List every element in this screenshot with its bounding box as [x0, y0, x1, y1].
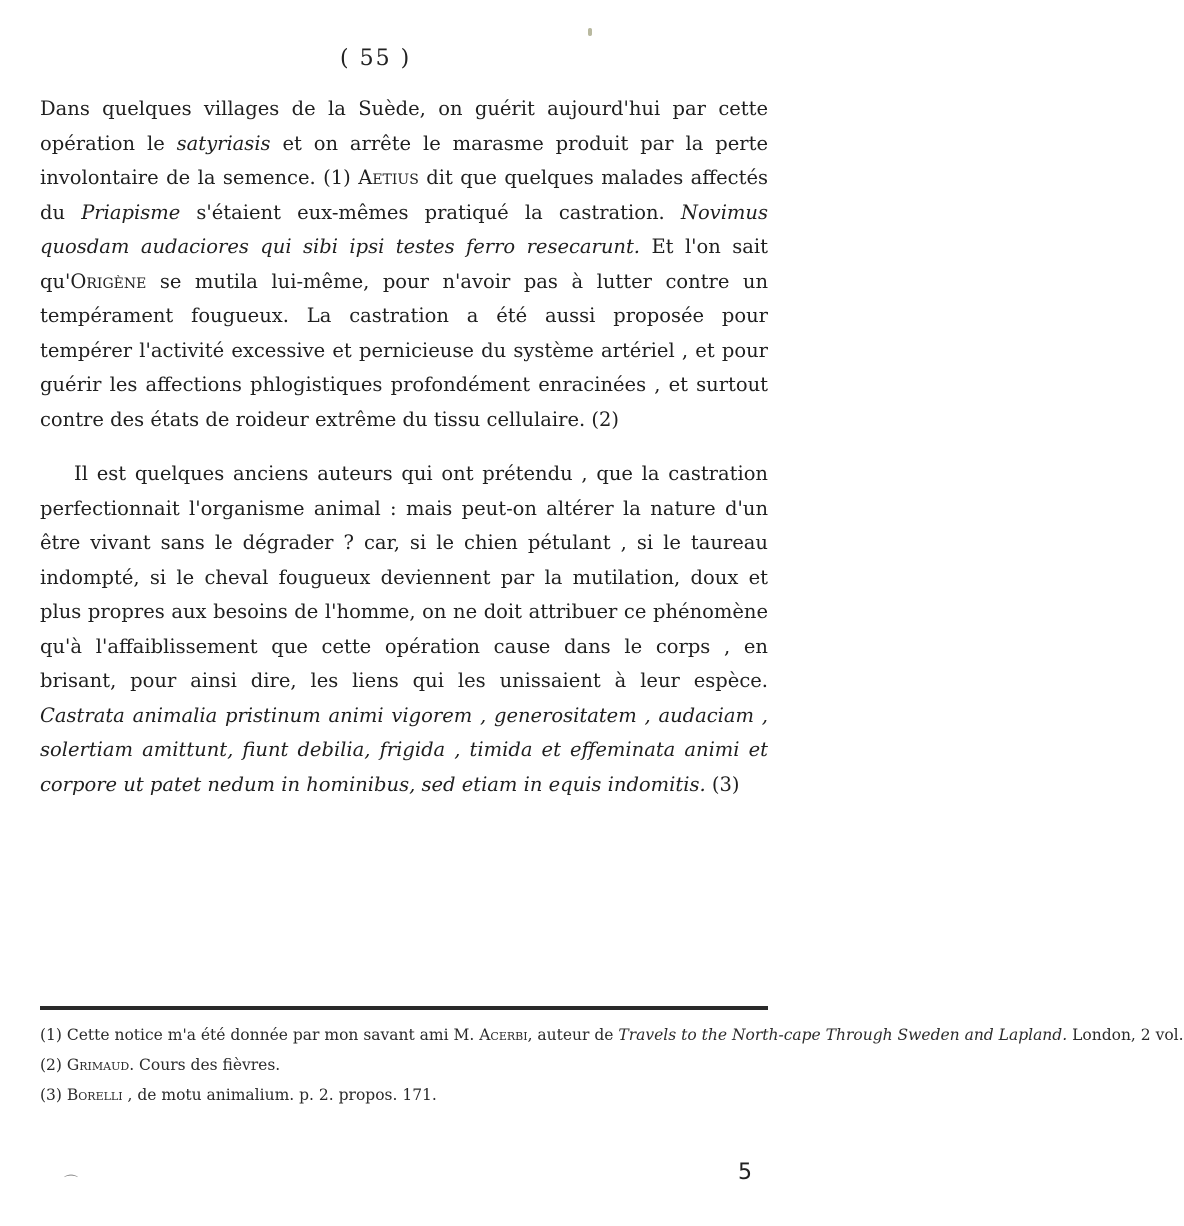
text-run: s'étaient eux-mêmes pratiqué la castration. [180, 200, 681, 224]
tick-mark-icon: ⌒ [64, 1175, 78, 1191]
footnotes [40, 1020, 1184, 1110]
page-number: ( 55 ) [340, 46, 412, 71]
small-caps-name: Aetius [358, 166, 419, 189]
text-run: (3) [705, 772, 740, 796]
small-caps-name: Acerbi [479, 1026, 528, 1044]
paragraph-2 [40, 457, 768, 802]
small-caps-name: Grimaud [66, 1056, 130, 1074]
signature-mark: 5 [738, 1160, 752, 1185]
text-run: . Cours des fièvres. [129, 1056, 281, 1074]
text-run: (1) Cette notice m'a été donnée par mon savant ami M. [40, 1026, 480, 1044]
text-run: (2) [40, 1056, 67, 1074]
italic-text-run: Castrata animalia pristinum animi vigorem , generositatem , audaciam , solertiam amittunt, fiunt debilia, frigida , timida et effeminata animi et corpore ut patet nedum in hominibus, sed etiam in equis indomitis. [40, 703, 768, 796]
text-run: Et l'on sait qu' [40, 235, 768, 293]
footnote-rule [40, 1006, 768, 1010]
ink-speck [588, 28, 592, 36]
body-text [40, 92, 768, 802]
small-caps-name: Origène [70, 269, 147, 293]
italic-text-run: satyriasis [176, 131, 271, 155]
text-run: dit que quelques malades affectés du [40, 166, 768, 224]
footnote-3 [40, 1080, 768, 1110]
text-run: (3) [40, 1086, 67, 1104]
text-run: London, 2 vol. [1067, 1026, 1184, 1044]
footnote-1 [40, 1020, 1184, 1050]
text-run: Il est quelques anciens auteurs qui ont prétendu , que la castration perfectionnait l'organisme animal : mais peut-on altérer la nature d'un être vivant sans le dégrader ? car, si le chien pétulant , si le taureau indompté, si le cheval fougueux deviennent par la mutilation, doux et plus propres aux besoins de l'homme, on ne doit attribuer ce phénomène qu'à l'affaiblissement que cette opération cause dans le corps , en brisant, pour ainsi dire, les liens qui les unissaient à leur espèce. [40, 462, 768, 692]
text-run: Dans quelques villages de la Suède, on guérit aujourd'hui par cette opération le [40, 97, 768, 155]
small-caps-name: Borelli [66, 1086, 123, 1104]
footnote-2 [40, 1050, 768, 1080]
italic-text-run: Travels to the North-cape Through Sweden and Lapland. [618, 1026, 1068, 1044]
italic-text-run: Novimus quosdam audaciores qui sibi ipsi testes ferro resecarunt. [40, 200, 768, 258]
text-run: et on arrête le marasme produit par la perte involontaire de la semence. (1) [40, 131, 768, 189]
italic-text-run: Priapisme [81, 200, 181, 224]
text-run: se mutila lui-même, pour n'avoir pas à lutter contre un tempérament fougueux. La castration a été aussi proposée pour tempérer l'activité excessive et pernicieuse du système artériel , et pour guérir les affections phlogistiques profondément enracinées , et surtout contre des états de roideur extrême du tissu cellulaire. (2) [40, 269, 768, 431]
paragraph-1 [40, 92, 768, 437]
text-run: , auteur de [527, 1026, 619, 1044]
text-run: , de motu animalium. p. 2. propos. 171. [122, 1086, 437, 1104]
